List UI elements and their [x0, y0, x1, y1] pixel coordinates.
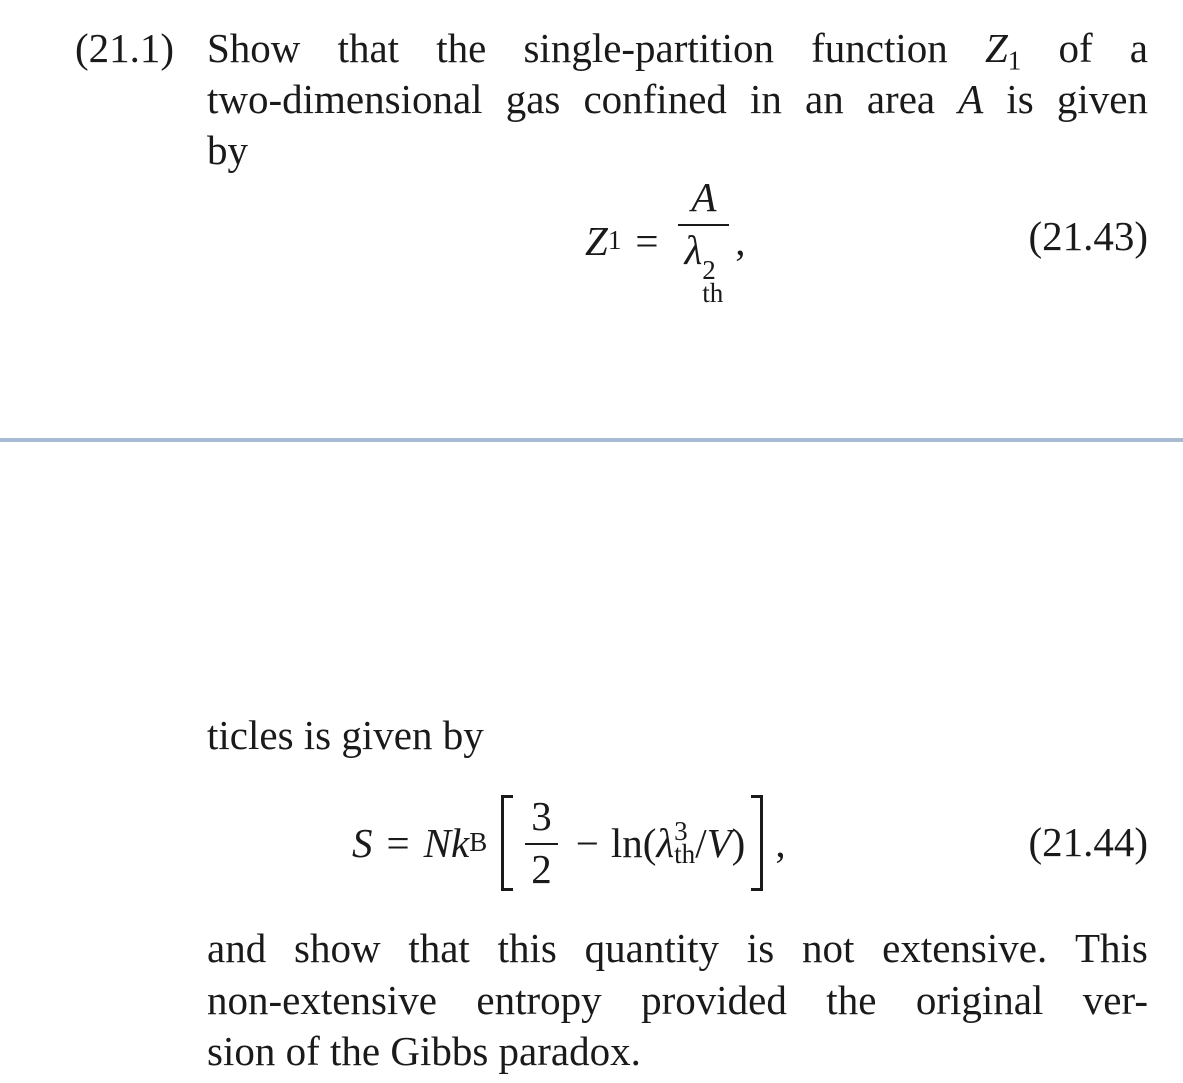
- exercise-line-3: by: [207, 127, 248, 173]
- fraction-denominator: 2: [531, 846, 552, 892]
- word: the: [436, 25, 487, 71]
- word: This: [1075, 925, 1148, 971]
- word: two-dimensional: [207, 76, 483, 122]
- word: provided: [641, 977, 787, 1023]
- word: Show: [207, 25, 301, 71]
- word: is: [746, 925, 775, 971]
- eq-denominator: λ 2 th: [684, 227, 724, 308]
- eq-lambda-scripts: 3 th: [674, 816, 696, 869]
- word: in: [750, 76, 782, 122]
- eq-trailing-comma: ,: [775, 819, 786, 866]
- eq-k: k: [450, 819, 470, 866]
- eq-minus: −: [575, 819, 599, 866]
- eq-fraction-three-halves: [525, 793, 558, 892]
- closing-line-1: [207, 925, 1148, 971]
- word: extensive.: [882, 925, 1048, 971]
- page-divider: [0, 438, 1183, 442]
- word: show: [293, 925, 381, 971]
- eq-z-symbol: Z: [585, 217, 608, 264]
- word: and: [207, 925, 267, 971]
- eq-v: V: [706, 819, 732, 866]
- word: original: [915, 977, 1044, 1023]
- word: not: [801, 925, 855, 971]
- word: area: [866, 76, 936, 122]
- word: of: [1058, 25, 1093, 71]
- word: the: [826, 977, 877, 1023]
- word: that: [337, 25, 400, 71]
- fraction-numerator: 3: [531, 793, 552, 839]
- word: gas: [505, 76, 561, 122]
- word: this: [497, 925, 557, 971]
- eq-z-subscript: 1: [607, 225, 622, 256]
- inline-math-a: A: [958, 76, 984, 122]
- equation-number-21-44: (21.44): [1028, 819, 1148, 865]
- word: non-extensive: [207, 977, 437, 1023]
- eq-n: N: [423, 819, 451, 866]
- exercise-line-2: [207, 76, 1148, 122]
- word: ver-: [1082, 977, 1148, 1023]
- word: quantity: [584, 925, 720, 971]
- word: confined: [583, 76, 727, 122]
- inline-math-z1: $Z_1$: [984, 25, 1022, 76]
- eq-numerator: A: [691, 174, 717, 221]
- word: is: [1006, 76, 1034, 122]
- eq-equals: =: [635, 217, 659, 264]
- eq-trailing-comma: ,: [735, 217, 746, 264]
- word: an: [805, 76, 844, 122]
- eq-s: S: [352, 819, 373, 866]
- equation-21-44: [352, 793, 786, 893]
- equation-number-21-43: (21.43): [1028, 213, 1148, 259]
- exercise-number: (21.1): [75, 25, 175, 71]
- eq-lambda: λ: [656, 819, 675, 866]
- right-bracket: [751, 795, 763, 891]
- word: single-partition: [523, 25, 774, 71]
- exercise-line-1: [207, 25, 1148, 76]
- eq-ln: ln(: [610, 819, 657, 866]
- closing-line-2: [207, 977, 1148, 1023]
- eq-k-subscript: B: [469, 827, 488, 858]
- eq-slash: /: [695, 819, 707, 866]
- left-bracket: [501, 795, 513, 891]
- equation-21-43: [585, 174, 746, 308]
- closing-line-3: sion of the Gibbs paradox.: [207, 1028, 641, 1074]
- word: that: [408, 925, 470, 971]
- eq-equals: =: [386, 819, 410, 866]
- word: given: [1056, 76, 1148, 122]
- word: a: [1129, 25, 1148, 71]
- eq-close-paren: ): [731, 819, 746, 866]
- word: function: [811, 25, 948, 71]
- eq-fraction: [678, 174, 729, 308]
- word: entropy: [476, 977, 602, 1023]
- continuation-line-1: ticles is given by: [207, 712, 484, 758]
